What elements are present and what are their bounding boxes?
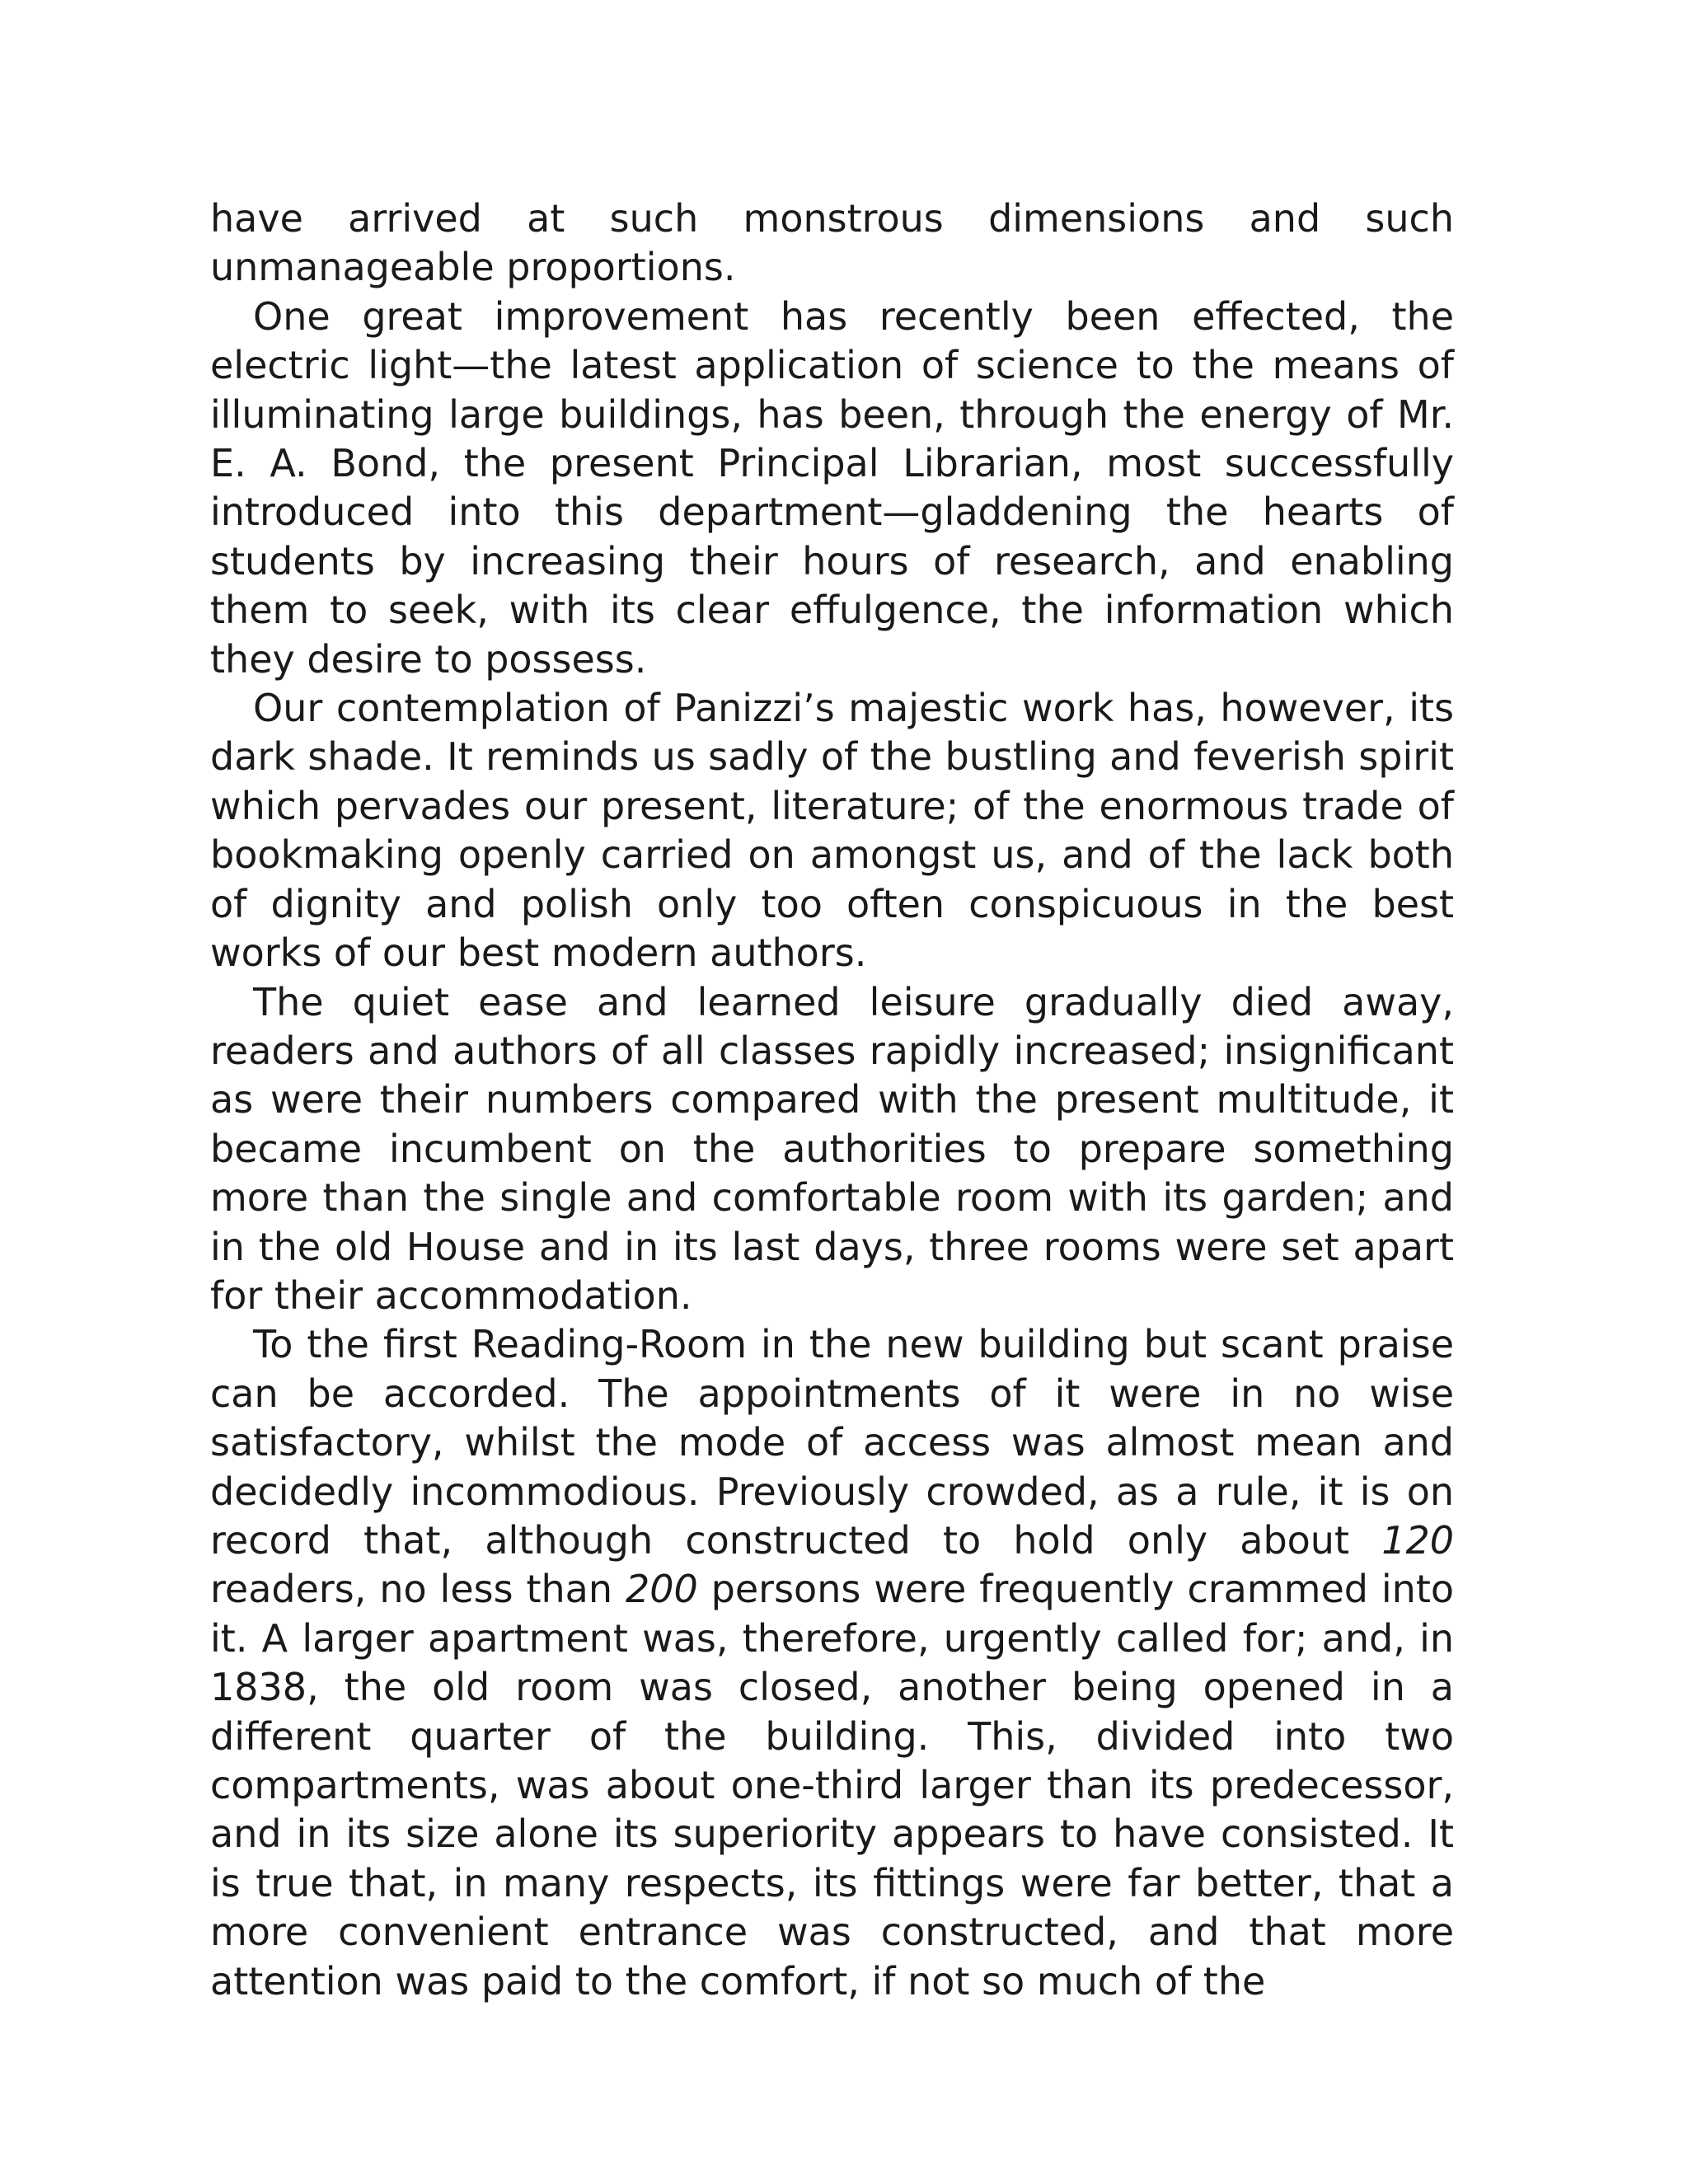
paragraph-panizzi-work: Our contemplation of Panizzi’s majestic work has, however, its dark shade. It reminds us sadly of the bustling and feverish spirit which pervades our present, literature; of the enormous trade of bookmaking openly carried on amongst us, and of the lack both of dignity and polish only too often conspicuous in the best works of our best modern authors. [210, 686, 1454, 976]
paragraph-continuation: have arrived at such monstrous dimensions and such unmanageable proportions. [210, 196, 1454, 290]
paragraph-electric-light: One great improvement has recently been effected, the electric light—the latest application of science to the means of illuminating large buildings, has been, through the energy of Mr. E. A. Bond, the present Principal Librarian, most successfully introduced into this department—gladdening the hearts of students by increasing their hours of research, and enabling them to seek, with its clear effulgence, the information which they desire to possess. [210, 293, 1454, 682]
paragraph-first-reading-room [210, 1320, 1454, 2006]
paragraph-readers-increase: The quiet ease and learned leisure gradually died away, readers and authors of all classes rapidly increased; insignificant as were their numbers compared with the present multitude, it became incumbent on the authorities to prepare something more than the single and comfortable room with its garden; and in the old House and in its last days, three rooms were set apart for their accommodation. [210, 979, 1454, 1318]
persons-count-italic: 200 [625, 1567, 698, 1612]
body-text [210, 194, 1454, 2006]
paragraph-text-segment: readers, no less than [210, 1567, 626, 1612]
paragraph-text-segment: To the first Reading-Room in the new building but scant praise can be accorded. The appointments of it were in no wise satisfactory, whilst the mode of access was almost mean and decidedly incommodious. Previously crowded, as a rule, it is on record that, although constructed to hold only about [210, 1322, 1454, 1563]
readers-count-italic: 120 [1381, 1517, 1454, 1563]
paragraph-text-segment: persons were frequently crammed into it. A larger apartment was, therefore, urgently called for; and, in 1838, the old room was closed, another being opened in a different quarter of the building. This, divided into two compartments, was about one-third larger than its predecessor, and in its size alone its superiority appears to have consisted. It is true that, in many respects, its fittings were far better, that a more convenient entrance was constructed, and that more attention was paid to the comfort, if not so much of the [210, 1567, 1454, 2004]
